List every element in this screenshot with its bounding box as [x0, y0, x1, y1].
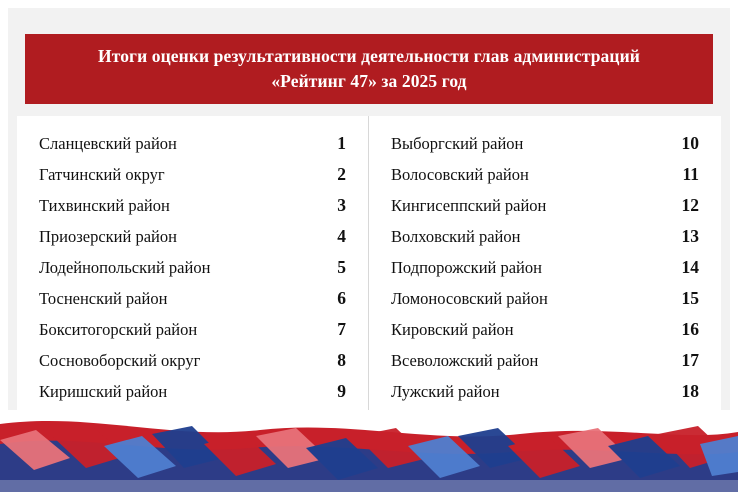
- list-item: [391, 252, 699, 283]
- ranking-column-left: [17, 116, 369, 410]
- title-line-2: «Рейтинг 47» за 2025 год: [271, 71, 467, 91]
- district-name: Бокситогорский район: [39, 320, 198, 339]
- list-item: [391, 159, 699, 190]
- district-rank: 17: [681, 350, 699, 370]
- title-banner: [25, 34, 713, 104]
- list-item: [391, 345, 699, 376]
- district-name: Приозерский район: [39, 227, 177, 246]
- list-item: [39, 190, 346, 221]
- district-name: Кировский район: [391, 320, 514, 339]
- district-rank: 13: [681, 226, 699, 246]
- list-item: [39, 314, 346, 345]
- ranking-column-right: [369, 116, 721, 410]
- list-item: [39, 159, 346, 190]
- district-rank: 4: [337, 226, 346, 246]
- district-name: Тихвинский район: [39, 196, 170, 215]
- district-name: Ломоносовский район: [391, 289, 548, 308]
- list-item: [39, 128, 346, 159]
- ranking-card: [17, 116, 721, 410]
- page-title: [98, 44, 640, 95]
- list-item: [39, 221, 346, 252]
- list-item: [39, 252, 346, 283]
- district-rank: 8: [337, 350, 346, 370]
- list-item: [39, 283, 346, 314]
- district-rank: 9: [337, 381, 346, 401]
- list-item: [39, 376, 346, 407]
- district-name: Лужский район: [391, 382, 500, 401]
- list-item: [391, 128, 699, 159]
- district-rank: 12: [681, 195, 699, 215]
- district-rank: 16: [681, 319, 699, 339]
- district-name: Сланцевский район: [39, 134, 177, 153]
- list-item: [391, 376, 699, 407]
- district-name: Киришский район: [39, 382, 168, 401]
- district-rank: 18: [681, 381, 699, 401]
- district-rank: 7: [337, 319, 346, 339]
- list-item: [39, 345, 346, 376]
- district-name: Подпорожский район: [391, 258, 542, 277]
- district-rank: 6: [337, 288, 346, 308]
- district-rank: 14: [681, 257, 699, 277]
- district-rank: 15: [681, 288, 699, 308]
- district-rank: 3: [337, 195, 346, 215]
- district-name: Всеволожский район: [391, 351, 539, 370]
- district-rank: 2: [337, 164, 346, 184]
- district-name: Волховский район: [391, 227, 521, 246]
- list-item: [391, 314, 699, 345]
- list-item: [391, 221, 699, 252]
- district-name: Тосненский район: [39, 289, 168, 308]
- district-name: Лодейнопольский район: [39, 258, 211, 277]
- district-rank: 1: [337, 133, 346, 153]
- list-item: [391, 190, 699, 221]
- list-item: [391, 283, 699, 314]
- district-name: Кингисеппский район: [391, 196, 547, 215]
- district-name: Волосовский район: [391, 165, 529, 184]
- district-name: Сосновоборский округ: [39, 351, 201, 370]
- decorative-stripe-band: [0, 410, 738, 492]
- ranking-columns: [17, 116, 721, 410]
- district-name: Выборгский район: [391, 134, 524, 153]
- district-rank: 11: [682, 164, 699, 184]
- district-name: Гатчинский округ: [39, 165, 165, 184]
- district-rank: 5: [337, 257, 346, 277]
- district-rank: 10: [681, 133, 699, 153]
- title-line-1: Итоги оценки результативности деятельности глав администраций: [98, 45, 640, 66]
